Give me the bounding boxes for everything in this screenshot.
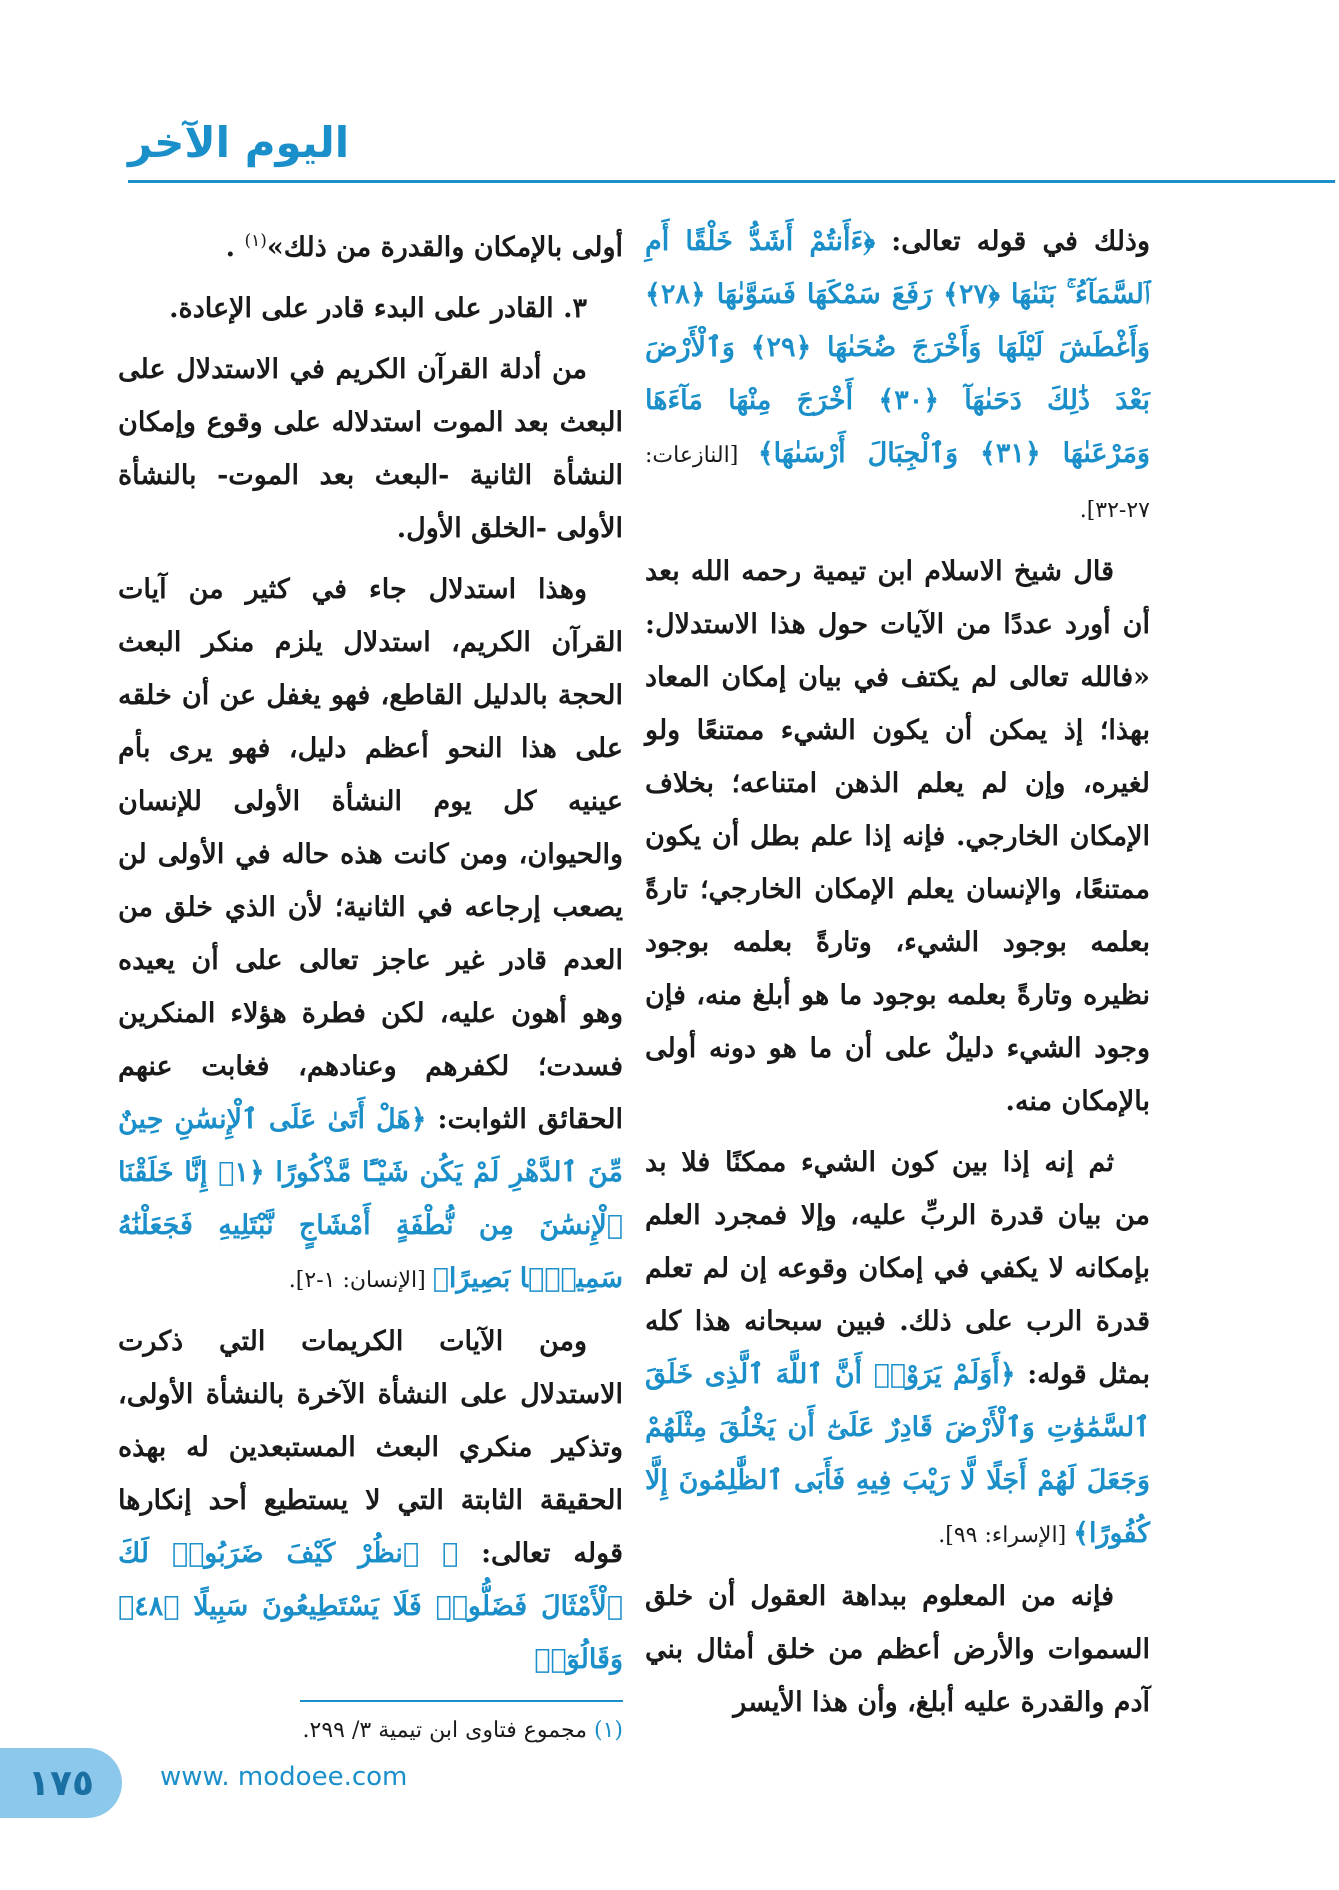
paragraph-text: وذلك في قوله تعالى: — [875, 226, 1150, 257]
quran-verse: ﴿ ٱنظُرْ كَيْفَ ضَرَبُوا۟ لَكَ ٱلْأَمْثَالَ فَضَلُّوا۟ فَلَا يَسْتَطِيعُونَ سَبِيلًا ﴿٤٨﴾ وَقَالُوٓا۟ — [118, 1538, 623, 1675]
point-heading-3: ٣. القادر على البدء قادر على الإعادة. — [169, 293, 587, 324]
quran-verse: ﴿أَوَلَمْ يَرَوْا۟ أَنَّ ٱللَّهَ ٱلَّذِى خَلَقَ ٱلسَّمَٰوَٰتِ وَٱلْأَرْضَ قَادِرٌ عَلَىٰٓ أَن يَخْلُقَ مِثْلَهُمْ وَجَعَلَ لَهُمْ أَجَلًا لَّا رَيْبَ فِيهِ فَأَبَى ٱلظَّٰلِمُونَ إِلَّا كُفُورًا﴾ — [645, 1359, 1150, 1549]
footnote-ref: (١) — [244, 231, 267, 251]
website-link[interactable]: www. modoee.com — [160, 1762, 408, 1792]
running-header-title: اليوم الآخر — [128, 118, 350, 167]
left-column — [118, 215, 623, 1694]
right-column — [645, 215, 1150, 1737]
footnote-rule — [300, 1700, 623, 1702]
paragraph-text: وهذا استدلال جاء في كثير من آيات القرآن الكريم، استدلال يلزم منكر البعث الحجة بالدليل القاطع، فهو يغفل عن أن خلقه على هذا النحو أعظم دليل، فهو يرى بأم عينيه كل يوم النشأة الأولى للإنسان والحيوان، ومن كانت هذه حاله في الأولى لن يصعب إرجاعه في الثانية؛ لأن الذي خلق من العدم قادر غير عاجز تعالى على أن يعيده وهو أهون عليه، لكن فطرة هؤلاء المنكرين فسدت؛ لكفرهم وعنادهم، فغابت عنهم الحقائق الثوابت: — [118, 574, 623, 1135]
paragraph-text: أولى بالإمكان والقدرة من ذلك» — [266, 232, 623, 263]
quran-verse: ﴿ءَأَنتُمْ أَشَدُّ خَلْقًا أَمِ ٱلسَّمَآءُ ۚ بَنَىٰهَا ﴿٢٧﴾ رَفَعَ سَمْكَهَا فَسَوَّىٰهَا ﴿٢٨﴾ وَأَغْطَشَ لَيْلَهَا وَأَخْرَجَ ضُحَىٰهَا ﴿٢٩﴾ وَٱلْأَرْضَ بَعْدَ ذَٰلِكَ دَحَىٰهَآ ﴿٣٠﴾ أَخْرَجَ مِنْهَا مَآءَهَا وَمَرْعَىٰهَا ﴿٣١﴾ وَٱلْجِبَالَ أَرْسَىٰهَا﴾ — [645, 226, 1150, 469]
verse-citation: [الإسراء: ٩٩]. — [938, 1523, 1074, 1548]
footnote — [118, 1718, 623, 1743]
page-number: ١٧٥ — [28, 1762, 94, 1804]
verse-citation: [النازعات: ٢٧-٣٢]. — [645, 443, 1150, 523]
left-paragraph-1 — [118, 215, 623, 274]
right-paragraph-4: فإنه من المعلوم ببداهة العقول أن خلق السموات والأرض أعظم من خلق أمثال بني آدم والقدرة عليه أبلغ، وأن هذا الأيسر — [645, 1581, 1150, 1718]
right-paragraph-1 — [645, 215, 1150, 537]
footnote-text: مجموع فتاوى ابن تيمية ٣/ ٢٩٩. — [302, 1718, 594, 1743]
page-number-badge — [0, 1748, 122, 1818]
left-paragraph-4 — [118, 1315, 623, 1686]
paragraph-text: ومن الآيات الكريمات التي ذكرت الاستدلال على النشأة الآخرة بالنشأة الأولى، وتذكير منكري البعث المستبعدين له بهذه الحقيقة الثابتة التي لا يستطيع أحد إنكارها قوله تعالى: — [118, 1326, 623, 1569]
paragraph-text: ثم إنه إذا بين كون الشيء ممكنًا فلا بد من بيان قدرة الربِّ عليه، وإلا فمجرد العلم بإمكانه لا يكفي في إمكان وقوعه إن لم تعلم قدرة الرب على ذلك. فبين سبحانه هذا كله بمثل قوله: — [645, 1147, 1151, 1390]
right-paragraph-3 — [645, 1136, 1150, 1562]
paragraph-end: . — [225, 232, 245, 263]
footnote-number: (١) — [593, 1718, 623, 1743]
header-rule — [128, 180, 1335, 183]
verse-citation: [الإنسان: ١-٢]. — [288, 1268, 433, 1293]
left-paragraph-3 — [118, 563, 623, 1307]
left-paragraph-2: من أدلة القرآن الكريم في الاستدلال على البعث بعد الموت استدلاله على وقوع وإمكان النشأة الثانية -البعث بعد الموت- بالنشأة الأولى -الخلق الأول. — [118, 354, 623, 544]
quran-verse: ﴿هَلْ أَتَىٰ عَلَى ٱلْإِنسَٰنِ حِينٌ مِّنَ ٱلدَّهْرِ لَمْ يَكُن شَيْـًٔا مَّذْكُورًا ﴿١﴾ إِنَّا خَلَقْنَا ٱلْإِنسَٰنَ مِن نُّطْفَةٍ أَمْشَاجٍ نَّبْتَلِيهِ فَجَعَلْنَٰهُ سَمِيعًۢا بَصِيرًا﴾ — [118, 1104, 623, 1294]
right-paragraph-2: قال شيخ الاسلام ابن تيمية رحمه الله بعد أن أورد عددًا من الآيات حول هذا الاستدلال: «فالله تعالى لم يكتف في بيان إمكان المعاد بهذا؛ إذ يمكن أن يكون الشيء ممتنعًا ولو لغيره، وإن لم يعلم الذهن امتناعه؛ بخلاف الإمكان الخارجي. فإنه إذا علم بطل أن يكون ممتنعًا، والإنسان يعلم الإمكان الخارجي؛ تارةً بعلمه بوجود الشيء، وتارةً بعلمه بوجود نظيره وتارةً بعلمه بوجود ما هو أبلغ منه، فإن وجود الشيء دليلٌ على أن ما هو دونه أولى بالإمكان منه. — [645, 556, 1150, 1117]
